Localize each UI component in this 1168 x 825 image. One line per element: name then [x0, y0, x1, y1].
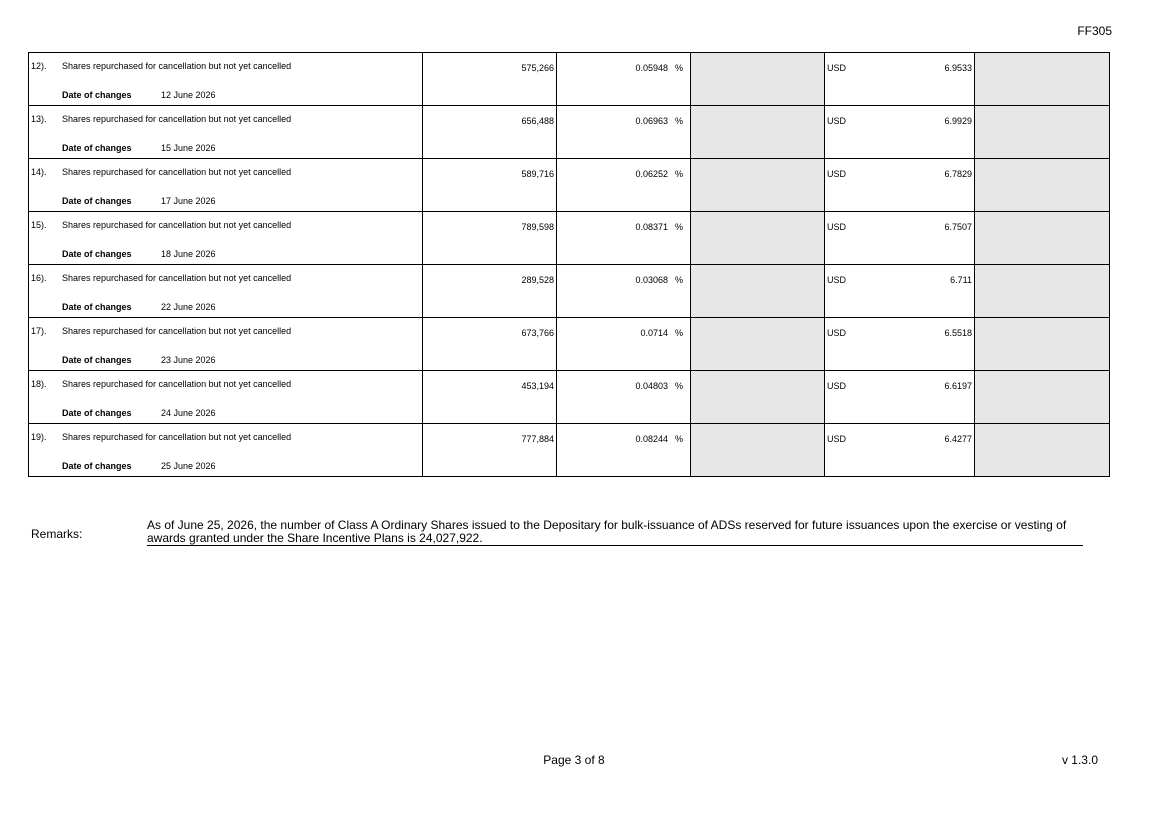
- percentage-unit: %: [674, 169, 683, 179]
- empty-grey-cell: [975, 106, 1110, 159]
- date-value: 18 June 2026: [161, 249, 216, 259]
- table-row: [29, 53, 1110, 106]
- version-label: v 1.3.0: [1061, 753, 1098, 767]
- empty-grey-cell: [691, 424, 825, 477]
- description-cell: [29, 424, 423, 477]
- description-cell: [29, 159, 423, 212]
- row-description: Shares repurchased for cancellation but not yet cancelled: [62, 326, 292, 336]
- shares-value: 453,194: [521, 381, 554, 391]
- percentage-value: 0.03068: [635, 275, 668, 285]
- row-description: Shares repurchased for cancellation but not yet cancelled: [62, 432, 292, 442]
- shares-value: 289,528: [521, 275, 554, 285]
- currency-label: USD: [827, 381, 847, 391]
- currency-label: USD: [827, 169, 847, 179]
- price-value: 6.4277: [944, 434, 972, 444]
- empty-grey-cell: [691, 106, 825, 159]
- currency-label: USD: [827, 63, 847, 73]
- date-value: 23 June 2026: [161, 355, 216, 365]
- remarks-label: Remarks:: [31, 527, 83, 541]
- empty-grey-cell: [975, 371, 1110, 424]
- row-number: 15).: [31, 220, 47, 230]
- description-cell: [29, 212, 423, 265]
- percentage-cell: [557, 424, 691, 477]
- price-cell: [825, 424, 975, 477]
- empty-grey-cell: [691, 53, 825, 106]
- shares-cell: [423, 53, 557, 106]
- row-number: 13).: [31, 114, 47, 124]
- percentage-cell: [557, 212, 691, 265]
- table-row: [29, 371, 1110, 424]
- date-label: Date of changes: [62, 90, 132, 100]
- price-cell: [825, 106, 975, 159]
- date-value: 22 June 2026: [161, 302, 216, 312]
- percentage-unit: %: [674, 381, 683, 391]
- row-number: 18).: [31, 379, 47, 389]
- empty-grey-cell: [975, 212, 1110, 265]
- shares-value: 656,488: [521, 116, 554, 126]
- price-cell: [825, 265, 975, 318]
- empty-grey-cell: [975, 53, 1110, 106]
- shares-value: 575,266: [521, 63, 554, 73]
- price-value: 6.5518: [944, 328, 972, 338]
- table-row: [29, 212, 1110, 265]
- price-cell: [825, 318, 975, 371]
- percentage-value: 0.06252: [635, 169, 668, 179]
- percentage-cell: [557, 53, 691, 106]
- currency-label: USD: [827, 116, 847, 126]
- shares-value: 789,598: [521, 222, 554, 232]
- currency-label: USD: [827, 434, 847, 444]
- table-row: [29, 159, 1110, 212]
- shares-cell: [423, 212, 557, 265]
- price-cell: [825, 371, 975, 424]
- table-row: [29, 106, 1110, 159]
- row-description: Shares repurchased for cancellation but not yet cancelled: [62, 379, 292, 389]
- percentage-value: 0.06963: [635, 116, 668, 126]
- currency-label: USD: [827, 222, 847, 232]
- row-number: 14).: [31, 167, 47, 177]
- row-description: Shares repurchased for cancellation but not yet cancelled: [62, 167, 292, 177]
- percentage-value: 0.08244: [635, 434, 668, 444]
- date-value: 25 June 2026: [161, 461, 216, 471]
- description-cell: [29, 106, 423, 159]
- date-label: Date of changes: [62, 196, 132, 206]
- percentage-unit: %: [674, 275, 683, 285]
- description-cell: [29, 53, 423, 106]
- currency-label: USD: [827, 275, 847, 285]
- price-value: 6.7829: [944, 169, 972, 179]
- percentage-cell: [557, 106, 691, 159]
- percentage-cell: [557, 318, 691, 371]
- date-label: Date of changes: [62, 302, 132, 312]
- empty-grey-cell: [975, 424, 1110, 477]
- remarks-text: As of June 25, 2026, the number of Class A Ordinary Shares issued to the Depositary for bulk-issuance of ADSs reserved for future issuances upon the exercise or vesting of awards granted under the Share Incentive Plans is 24,027,922.: [147, 519, 1083, 546]
- percentage-unit: %: [674, 328, 683, 338]
- row-description: Shares repurchased for cancellation but not yet cancelled: [62, 220, 292, 230]
- date-value: 24 June 2026: [161, 408, 216, 418]
- date-label: Date of changes: [62, 249, 132, 259]
- row-number: 19).: [31, 432, 47, 442]
- price-cell: [825, 53, 975, 106]
- percentage-value: 0.05948: [635, 63, 668, 73]
- empty-grey-cell: [975, 159, 1110, 212]
- percentage-unit: %: [674, 434, 683, 444]
- price-value: 6.7507: [944, 222, 972, 232]
- price-value: 6.711: [950, 275, 972, 285]
- date-label: Date of changes: [62, 143, 132, 153]
- description-cell: [29, 265, 423, 318]
- row-number: 17).: [31, 326, 47, 336]
- empty-grey-cell: [691, 265, 825, 318]
- percentage-value: 0.08371: [635, 222, 668, 232]
- price-cell: [825, 159, 975, 212]
- percentage-cell: [557, 371, 691, 424]
- date-value: 15 June 2026: [161, 143, 216, 153]
- row-description: Shares repurchased for cancellation but not yet cancelled: [62, 273, 292, 283]
- shares-cell: [423, 318, 557, 371]
- shares-cell: [423, 371, 557, 424]
- date-value: 12 June 2026: [161, 90, 216, 100]
- empty-grey-cell: [691, 212, 825, 265]
- page-number: Page 3 of 8: [543, 753, 605, 767]
- shares-cell: [423, 159, 557, 212]
- table-row: [29, 265, 1110, 318]
- description-cell: [29, 371, 423, 424]
- shares-cell: [423, 106, 557, 159]
- shares-value: 589,716: [521, 169, 554, 179]
- empty-grey-cell: [691, 159, 825, 212]
- shares-cell: [423, 265, 557, 318]
- percentage-unit: %: [674, 63, 683, 73]
- date-label: Date of changes: [62, 408, 132, 418]
- empty-grey-cell: [975, 318, 1110, 371]
- description-cell: [29, 318, 423, 371]
- shares-value: 777,884: [521, 434, 554, 444]
- percentage-unit: %: [674, 222, 683, 232]
- price-cell: [825, 212, 975, 265]
- repurchase-table: [28, 52, 1110, 477]
- date-value: 17 June 2026: [161, 196, 216, 206]
- row-description: Shares repurchased for cancellation but not yet cancelled: [62, 114, 292, 124]
- date-label: Date of changes: [62, 461, 132, 471]
- row-number: 16).: [31, 273, 47, 283]
- percentage-cell: [557, 159, 691, 212]
- empty-grey-cell: [691, 318, 825, 371]
- table-row: [29, 318, 1110, 371]
- price-value: 6.9533: [944, 63, 972, 73]
- percentage-cell: [557, 265, 691, 318]
- table-row: [29, 424, 1110, 477]
- percentage-value: 0.0714: [640, 328, 668, 338]
- date-label: Date of changes: [62, 355, 132, 365]
- percentage-unit: %: [674, 116, 683, 126]
- shares-value: 673,766: [521, 328, 554, 338]
- price-value: 6.9929: [944, 116, 972, 126]
- row-number: 12).: [31, 61, 47, 71]
- row-description: Shares repurchased for cancellation but not yet cancelled: [62, 61, 292, 71]
- table-body: [29, 53, 1110, 477]
- price-value: 6.6197: [944, 381, 972, 391]
- form-code: FF305: [1077, 24, 1112, 38]
- empty-grey-cell: [691, 371, 825, 424]
- percentage-value: 0.04803: [635, 381, 668, 391]
- shares-cell: [423, 424, 557, 477]
- empty-grey-cell: [975, 265, 1110, 318]
- currency-label: USD: [827, 328, 847, 338]
